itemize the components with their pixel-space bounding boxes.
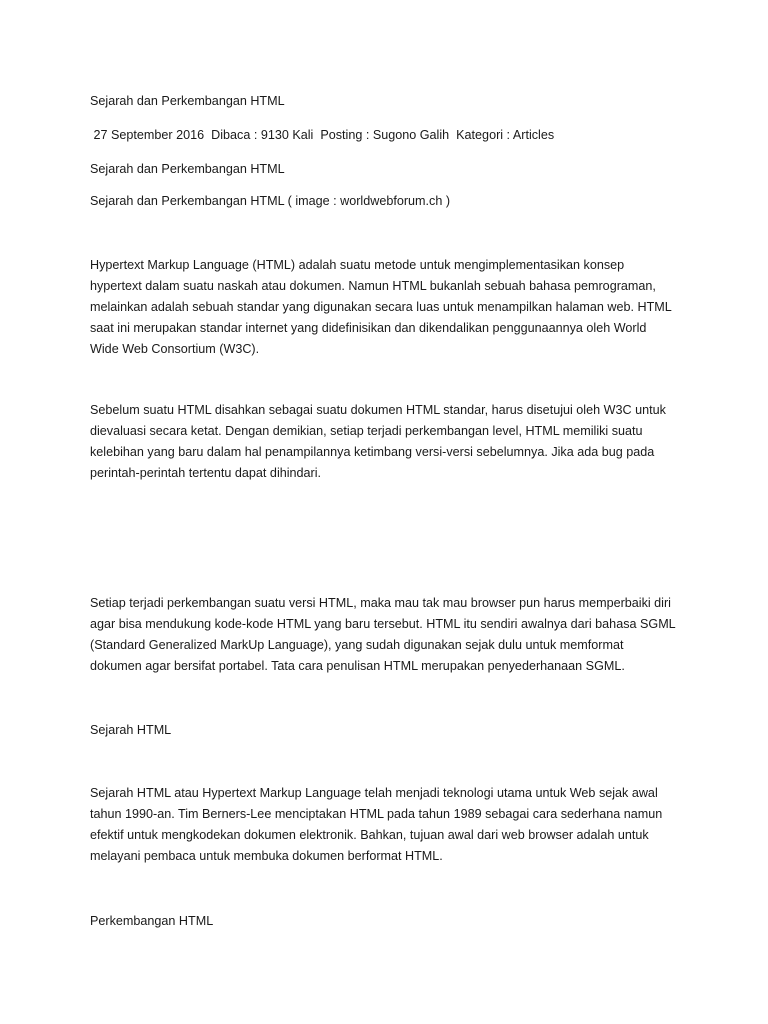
paragraph-line: agar bisa mendukung kode-kode HTML yang baru tersebut. HTML itu sendiri awalnya dari bahasa SGML — [90, 617, 676, 631]
paragraph-line: hypertext dalam suatu naskah atau dokumen. Namun HTML bukanlah sebuah bahasa pemrograman, — [90, 279, 656, 293]
paragraph-w3c-approval — [90, 400, 690, 484]
paragraph-line: Hypertext Markup Language (HTML) adalah suatu metode untuk mengimplementasikan konsep — [90, 258, 625, 272]
article-meta: 27 September 2016 Dibaca : 9130 Kali Posting : Sugono Galih Kategori : Articles — [90, 128, 555, 142]
paragraph-line: Wide Web Consortium (W3C). — [90, 342, 260, 356]
document-subtitle: Sejarah dan Perkembangan HTML — [90, 162, 285, 176]
section-heading-history: Sejarah HTML — [90, 723, 172, 737]
paragraph-line: Sejarah HTML atau Hypertext Markup Language telah menjadi teknologi utama untuk Web sejak awal — [90, 786, 658, 800]
paragraph-line: dokumen agar bersifat portabel. Tata cara penulisan HTML merupakan penyederhanaan SGML. — [90, 659, 625, 673]
paragraph-line: kelebihan yang baru dalam hal penampilannya ketimbang versi-versi sebelumnya. Jika ada bug pada — [90, 445, 655, 459]
section-heading-development: Perkembangan HTML — [90, 914, 214, 928]
paragraph-line: Sebelum suatu HTML disahkan sebagai suatu dokumen HTML standar, harus disetujui oleh W3C untuk — [90, 403, 666, 417]
paragraph-line: saat ini merupakan standar internet yang didefinisikan dan dikendalikan penggunaannya oleh World — [90, 321, 647, 335]
paragraph-line: Setiap terjadi perkembangan suatu versi HTML, maka mau tak mau browser pun harus memperbaiki diri — [90, 596, 671, 610]
image-caption: Sejarah dan Perkembangan HTML ( image : worldwebforum.ch ) — [90, 194, 451, 208]
paragraph-line: efektif untuk mengkodekan dokumen elektronik. Bahkan, tujuan awal dari web browser adalah untuk — [90, 828, 649, 842]
paragraph-line: (Standard Generalized MarkUp Language), yang sudah digunakan sejak dulu untuk memformat — [90, 638, 624, 652]
paragraph-sgml-origin — [90, 593, 690, 677]
document-title: Sejarah dan Perkembangan HTML — [90, 94, 285, 108]
paragraph-html-definition — [90, 255, 690, 360]
paragraph-line: tahun 1990-an. Tim Berners-Lee menciptakan HTML pada tahun 1989 sebagai cara sederhana namun — [90, 807, 663, 821]
paragraph-line: melainkan adalah sebuah standar yang digunakan secara luas untuk menampilkan halaman web. HTML — [90, 300, 672, 314]
paragraph-line: dievaluasi secara ketat. Dengan demikian, setiap terjadi perkembangan level, HTML memiliki suatu — [90, 424, 643, 438]
paragraph-line: melayani pembaca untuk membuka dokumen berformat HTML. — [90, 849, 443, 863]
paragraph-html-history — [90, 783, 690, 867]
paragraph-line: perintah-perintah tertentu dapat dihindari. — [90, 466, 322, 480]
